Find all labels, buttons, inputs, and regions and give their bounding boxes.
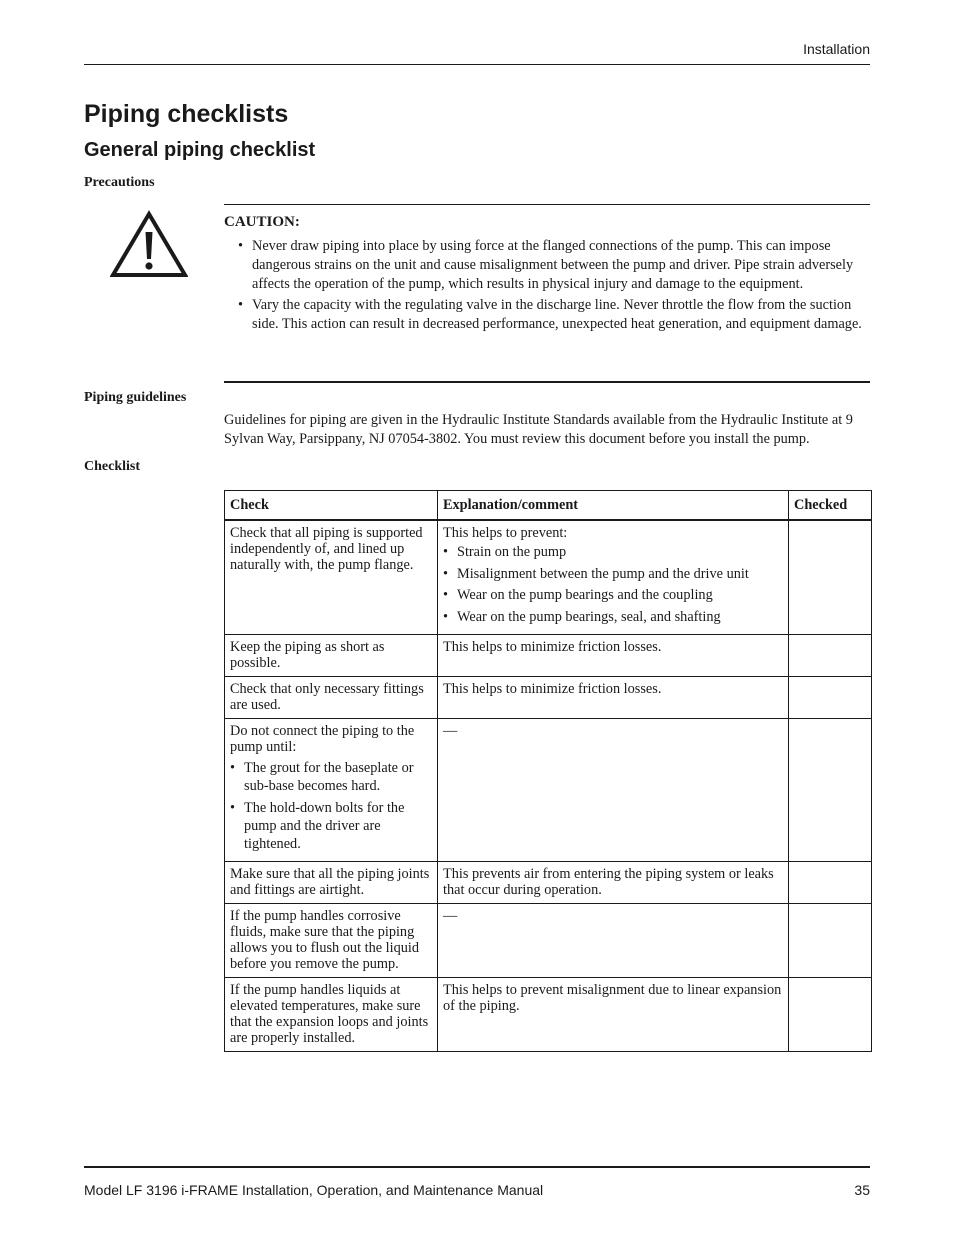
explanation-cell bbox=[438, 520, 789, 635]
list-item: • Wear on the pump bearings, seal, and shafting bbox=[443, 608, 783, 626]
guidelines-heading: Piping guidelines bbox=[84, 390, 187, 405]
check-cell: If the pump handles liquids at elevated temperatures, make sure that the expansion loops and joints are properly installed. bbox=[225, 978, 438, 1052]
footer-manual-title: Model LF 3196 i-FRAME Installation, Operation, and Maintenance Manual bbox=[84, 1182, 544, 1198]
guidelines-paragraph: Guidelines for piping are given in the Hydraulic Institute Standards available from the Hydraulic Institute at 9 Sylvan Way, Parsippany, NJ 07054-3802. You must review this document before you install the pump. bbox=[224, 412, 853, 447]
explanation-text: This helps to prevent: bbox=[443, 525, 568, 541]
caution-label: CAUTION: bbox=[224, 214, 300, 230]
list-item: • The hold-down bolts for the pump and the driver are tightened. bbox=[230, 799, 432, 853]
column-header-checked: Checked bbox=[789, 491, 872, 521]
caution-list bbox=[238, 237, 868, 336]
list-item: • The grout for the baseplate or sub-base becomes hard. bbox=[230, 759, 432, 795]
explanation-cell: — bbox=[438, 904, 789, 978]
checked-cell[interactable] bbox=[789, 677, 872, 719]
table-row bbox=[225, 862, 872, 904]
page-number: 35 bbox=[854, 1182, 870, 1198]
check-text: Do not connect the piping to the pump until: bbox=[230, 723, 415, 755]
check-text: Check that all piping is supported independently of, and lined up naturally with, the pump flange. bbox=[230, 525, 423, 573]
explanation-cell: This helps to prevent misalignment due to linear expansion of the piping. bbox=[438, 978, 789, 1052]
table-row bbox=[225, 520, 872, 635]
list-item: • Misalignment between the pump and the drive unit bbox=[443, 565, 783, 583]
checklist-table bbox=[224, 490, 872, 1052]
check-cell: Check that only necessary fittings are used. bbox=[225, 677, 438, 719]
header-rule bbox=[84, 64, 870, 65]
column-header-explanation: Explanation/comment bbox=[438, 491, 789, 521]
checked-cell[interactable] bbox=[789, 978, 872, 1052]
checked-cell[interactable] bbox=[789, 862, 872, 904]
checked-cell[interactable] bbox=[789, 520, 872, 635]
column-header-check: Check bbox=[225, 491, 438, 521]
table-row bbox=[225, 904, 872, 978]
section-title: General piping checklist bbox=[84, 139, 316, 161]
table-row bbox=[225, 677, 872, 719]
check-cell: If the pump handles corrosive fluids, make sure that the piping allows you to flush out the liquid before you remove the pump. bbox=[225, 904, 438, 978]
checked-cell[interactable] bbox=[789, 904, 872, 978]
table-row bbox=[225, 719, 872, 862]
check-list bbox=[230, 759, 432, 853]
checked-cell[interactable] bbox=[789, 635, 872, 677]
running-header bbox=[84, 41, 870, 57]
header-section-label: Installation bbox=[803, 41, 870, 57]
footer-rule bbox=[84, 1166, 870, 1168]
explanation-cell: — bbox=[438, 719, 789, 862]
caution-item: • Vary the capacity with the regulating valve in the discharge line. Never throttle the flow from the suction side. This action can result in decreased performance, unexpected heat generation, and equipment damage. bbox=[238, 296, 868, 334]
check-cell: Make sure that all the piping joints and fittings are airtight. bbox=[225, 862, 438, 904]
page-title: Piping checklists bbox=[84, 100, 289, 128]
explanation-cell: This helps to minimize friction losses. bbox=[438, 677, 789, 719]
checked-cell[interactable] bbox=[789, 719, 872, 862]
check-cell bbox=[225, 520, 438, 635]
check-cell: Keep the piping as short as possible. bbox=[225, 635, 438, 677]
explanation-cell: This helps to minimize friction losses. bbox=[438, 635, 789, 677]
table-row bbox=[225, 978, 872, 1052]
explanation-cell: This prevents air from entering the piping system or leaks that occur during operation. bbox=[438, 862, 789, 904]
checklist-heading: Checklist bbox=[84, 459, 140, 474]
table-row bbox=[225, 635, 872, 677]
list-item: • Strain on the pump bbox=[443, 543, 783, 561]
precautions-heading: Precautions bbox=[84, 175, 155, 190]
explanation-list bbox=[443, 543, 783, 626]
caution-item: • Never draw piping into place by using force at the flanged connections of the pump. This can impose dangerous strains on the unit and cause misalignment between the pump and driver. Pipe strain adversely affects the operation of the pump, which results in physical injury and damage to the equipment. bbox=[238, 237, 868, 294]
warning-triangle-icon bbox=[110, 210, 188, 278]
table-header-row bbox=[225, 491, 872, 521]
caution-box bbox=[224, 204, 870, 383]
check-cell bbox=[225, 719, 438, 862]
list-item: • Wear on the pump bearings and the coupling bbox=[443, 586, 783, 604]
